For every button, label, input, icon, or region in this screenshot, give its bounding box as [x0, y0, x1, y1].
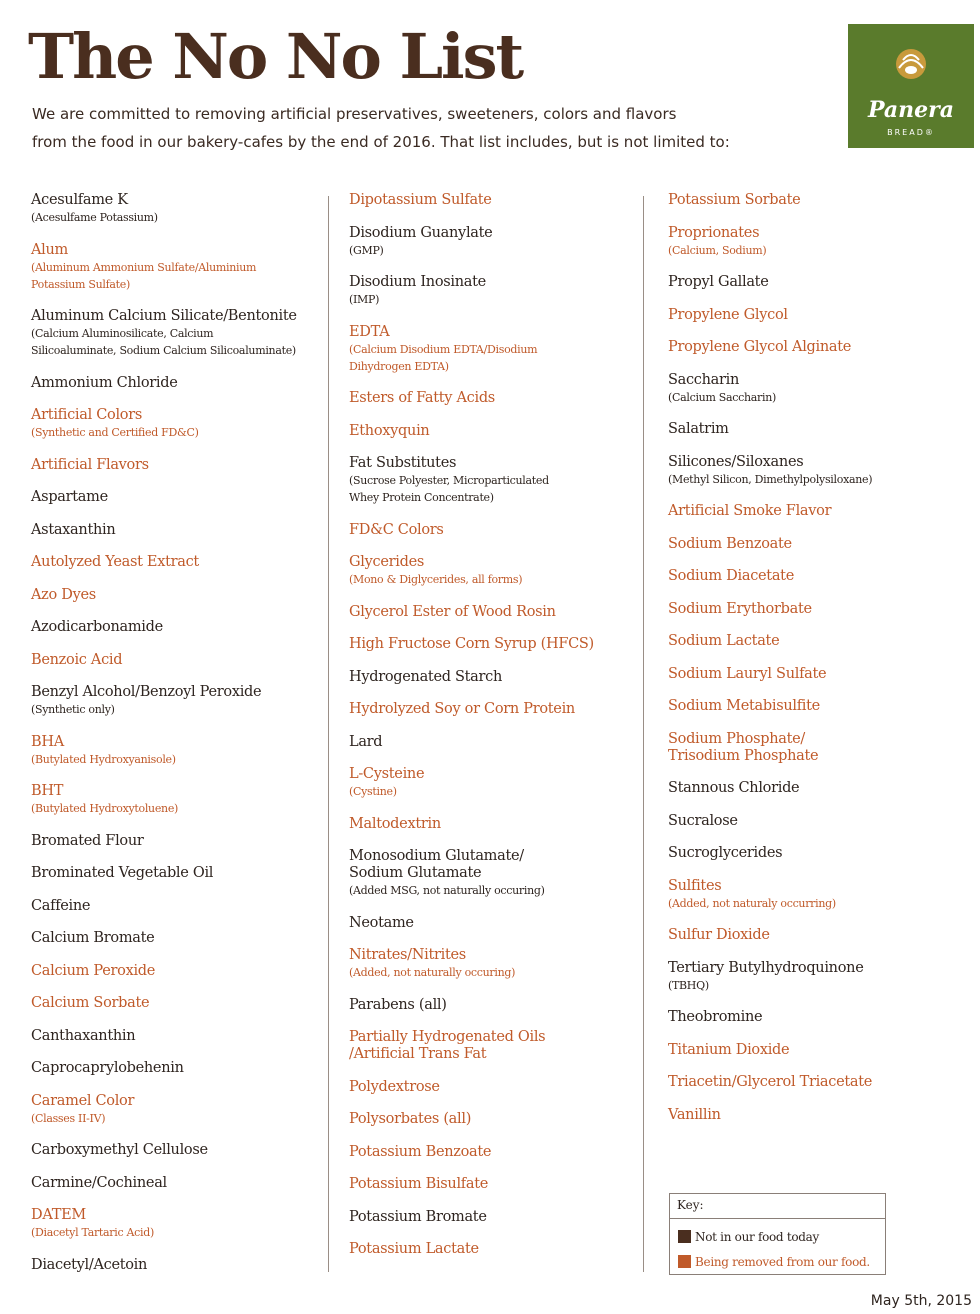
ingredient-item	[349, 324, 639, 375]
ingredient-name: Artificial Flavors	[31, 456, 149, 473]
ingredient-name: Proprionates	[668, 224, 760, 241]
ingredient-item	[349, 192, 639, 209]
ingredient-item	[668, 780, 974, 797]
ingredient-name: Calcium Peroxide	[31, 962, 156, 979]
ingredient-item	[668, 698, 974, 715]
ingredient-item	[349, 522, 639, 539]
ingredient-item	[31, 457, 327, 474]
ingredient-item	[349, 816, 639, 833]
ingredient-name: Polydextrose	[349, 1078, 440, 1095]
ingredient-detail: (Butylated Hydroxyanisole)	[31, 752, 176, 766]
ingredient-name: Parabens (all)	[349, 996, 447, 1013]
ingredient-item	[31, 1142, 327, 1159]
ingredient-item	[668, 192, 974, 209]
ingredient-name: Propyl Gallate	[668, 274, 769, 290]
ingredient-name: Tertiary Butylhydroquinone	[668, 959, 864, 976]
ingredient-item	[668, 1107, 974, 1124]
ingredient-item	[31, 930, 327, 947]
ingredient-name: Sodium Erythorbate	[668, 600, 812, 617]
ingredient-name: Sucralose	[668, 812, 738, 829]
ingredient-item	[668, 503, 974, 520]
ingredient-name: Bromated Flour	[31, 832, 144, 849]
ingredient-name: Brominated Vegetable Oil	[31, 865, 214, 881]
ingredient-name: Sodium Metabisulfite	[668, 698, 820, 714]
ingredient-name: Propylene Glycol Alginate	[668, 339, 852, 355]
ingredient-item	[31, 1207, 327, 1241]
ingredient-name: Potassium Bisulfate	[349, 1176, 489, 1192]
ingredient-item	[668, 878, 974, 912]
intro-line-1: We are committed to removing artificial preservatives, sweeteners, colors and flavors	[32, 105, 677, 123]
brown-swatch	[678, 1230, 691, 1243]
ingredient-item	[349, 423, 639, 440]
ingredient-name: Lard	[349, 733, 383, 750]
ingredient-name: Sodium Benzoate	[668, 535, 792, 552]
ingredient-item	[668, 1009, 974, 1026]
ingredient-item	[668, 454, 974, 488]
ingredient-item	[31, 619, 327, 636]
ingredient-detail: (Calcium Aluminosilicate, Calcium	[31, 327, 214, 340]
key-label: Being removed from our food.	[695, 1255, 870, 1269]
ingredient-detail: (Synthetic only)	[31, 703, 115, 716]
ingredient-item	[668, 960, 974, 994]
ingredient-name: Potassium Benzoate	[349, 1143, 492, 1160]
ingredient-name: Potassium Bromate	[349, 1208, 487, 1225]
publish-date: May 5th, 2015	[870, 1293, 972, 1309]
ingredient-item	[349, 225, 639, 259]
ingredient-item	[349, 1209, 639, 1226]
ingredient-item	[349, 1079, 639, 1096]
ingredient-name: Hydrogenated Starch	[349, 668, 503, 685]
ingredient-name: Diacetyl/Acetoin	[31, 1256, 148, 1273]
ingredient-detail: (Synthetic and Certified FD&C)	[31, 426, 199, 439]
ingredient-name: Aspartame	[31, 489, 108, 505]
ingredient-item	[31, 783, 327, 817]
ingredient-name: Trisodium Phosphate	[668, 747, 819, 764]
ingredient-item	[668, 339, 974, 356]
ingredient-detail: (IMP)	[349, 293, 380, 306]
ingredient-item	[31, 1060, 327, 1077]
ingredient-item	[349, 636, 639, 653]
ingredient-name: Polysorbates (all)	[349, 1111, 472, 1127]
ingredient-item	[31, 995, 327, 1012]
ingredient-name: Stannous Chloride	[668, 780, 800, 796]
ingredient-name: Caramel Color	[31, 1092, 135, 1109]
orange-swatch	[678, 1255, 691, 1268]
ingredient-item	[668, 568, 974, 585]
bread-woman-icon	[848, 44, 974, 84]
ingredient-item	[31, 407, 327, 441]
panera-logo	[848, 24, 974, 148]
key-divider	[670, 1218, 885, 1219]
ingredient-item	[31, 734, 327, 768]
ingredient-name: Azodicarbonamide	[31, 619, 163, 635]
ingredient-name: Hydrolyzed Soy or Corn Protein	[349, 701, 575, 717]
ingredient-name: Sodium Glutamate	[349, 865, 482, 881]
ingredient-name: Sodium Phosphate/	[668, 730, 806, 747]
ingredient-name: Sodium Lauryl Sulfate	[668, 665, 827, 682]
column-divider	[328, 196, 329, 1272]
page-title: The No No List	[28, 20, 523, 93]
ingredient-item	[31, 833, 327, 850]
ingredient-item	[31, 652, 327, 669]
ingredient-name: Monosodium Glutamate/	[349, 848, 524, 864]
ingredient-name: Sulfur Dioxide	[668, 927, 770, 943]
ingredient-name: EDTA	[349, 323, 390, 340]
ingredient-item	[668, 927, 974, 944]
ingredient-item	[668, 633, 974, 650]
ingredient-name: Benzoic Acid	[31, 651, 123, 668]
ingredient-name: Carmine/Cochineal	[31, 1174, 167, 1191]
ingredient-item	[31, 308, 327, 359]
ingredient-detail: (Classes II-IV)	[31, 1111, 106, 1125]
ingredient-name: Azo Dyes	[31, 586, 96, 603]
ingredient-item	[31, 375, 327, 392]
ingredient-name: FD&C Colors	[349, 521, 444, 538]
ingredient-item	[349, 947, 639, 981]
ingredient-item	[349, 915, 639, 932]
ingredient-item	[668, 1074, 974, 1091]
ingredient-item	[349, 274, 639, 308]
ingredient-item	[349, 390, 639, 407]
ingredient-item	[349, 848, 639, 899]
ingredient-name: Propylene Glycol	[668, 306, 788, 323]
ingredient-name: Ethoxyquin	[349, 422, 430, 439]
ingredient-item	[668, 666, 974, 683]
ingredient-detail: (Cystine)	[349, 785, 397, 798]
ingredient-name: Titanium Dioxide	[668, 1041, 790, 1058]
ingredient-name: Ammonium Chloride	[31, 374, 178, 391]
ingredient-detail: (TBHQ)	[668, 978, 709, 992]
ingredient-detail: (Butylated Hydroxytoluene)	[31, 802, 179, 815]
ingredient-name: Potassium Sorbate	[668, 192, 801, 208]
ingredient-item	[31, 1257, 327, 1274]
ingredient-name: Partially Hydrogenated Oils	[349, 1029, 546, 1045]
ingredient-name: Dipotassium Sulfate	[349, 192, 492, 208]
ingredient-name: Esters of Fatty Acids	[349, 390, 495, 406]
ingredient-name: Sodium Diacetate	[668, 568, 794, 584]
ingredient-detail: (Methyl Silicon, Dimethylpolysiloxane)	[668, 472, 873, 486]
ingredient-item	[31, 898, 327, 915]
ingredient-detail: Dihydrogen EDTA)	[349, 359, 449, 373]
ingredient-detail: Potassium Sulfate)	[31, 277, 130, 291]
ingredient-name: DATEM	[31, 1207, 86, 1223]
ingredient-detail: (Added MSG, not naturally occuring)	[349, 884, 545, 897]
ingredient-name: Disodium Guanylate	[349, 224, 493, 241]
ingredient-item	[31, 1028, 327, 1045]
ingredient-item	[349, 1111, 639, 1128]
ingredient-item	[349, 701, 639, 718]
logo-wordmark: Panera	[867, 97, 955, 123]
intro-line-2: from the food in our bakery-cafes by the end of 2016. That list includes, but is not limited to:	[32, 133, 730, 151]
ingredient-name: Autolyzed Yeast Extract	[31, 554, 199, 570]
ingredient-item	[349, 1176, 639, 1193]
ingredient-item	[668, 813, 974, 830]
ingredient-item	[31, 684, 327, 718]
ingredient-item	[668, 601, 974, 618]
ingredient-item	[31, 587, 327, 604]
ingredient-item	[668, 307, 974, 324]
ingredient-item	[31, 554, 327, 571]
legend-key	[669, 1193, 886, 1275]
ingredient-name: L-Cysteine	[349, 766, 425, 782]
ingredient-name: Neotame	[349, 914, 414, 931]
ingredient-name: Calcium Bromate	[31, 930, 155, 946]
ingredient-name: Canthaxanthin	[31, 1027, 136, 1044]
ingredient-name: Astaxanthin	[31, 521, 116, 538]
ingredient-name: BHA	[31, 733, 64, 750]
ingredient-item	[349, 766, 639, 800]
ingredient-name: Alum	[31, 241, 68, 258]
ingredient-item	[349, 554, 639, 588]
ingredient-name: High Fructose Corn Syrup (HFCS)	[349, 636, 594, 652]
ingredient-name: Caprocaprylobehenin	[31, 1060, 184, 1076]
ingredient-name: Artificial Colors	[31, 407, 142, 423]
ingredient-name: Maltodextrin	[349, 815, 441, 832]
ingredient-name: /Artificial Trans Fat	[349, 1046, 487, 1062]
ingredient-name: Sucroglycerides	[668, 845, 783, 861]
ingredient-name: Artificial Smoke Flavor	[668, 503, 832, 519]
ingredient-detail: (Calcium Disodium EDTA/Disodium	[349, 342, 538, 356]
ingredient-detail: (Calcium, Sodium)	[668, 243, 767, 257]
ingredient-name: Carboxymethyl Cellulose	[31, 1142, 208, 1158]
ingredient-name: Acesulfame K	[31, 192, 128, 208]
key-label: Not in our food today	[695, 1230, 819, 1244]
ingredient-detail: (Sucrose Polyester, Microparticulated	[349, 474, 549, 487]
ingredient-name: Glycerol Ester of Wood Rosin	[349, 603, 556, 620]
ingredient-detail: (Diacetyl Tartaric Acid)	[31, 1226, 154, 1239]
ingredient-item	[668, 274, 974, 291]
intro-text	[32, 100, 792, 156]
ingredient-name: Sulfites	[668, 877, 722, 894]
ingredient-item	[31, 865, 327, 882]
ingredient-name: Calcium Sorbate	[31, 995, 150, 1011]
ingredient-item	[349, 1144, 639, 1161]
ingredient-item	[31, 192, 327, 226]
ingredient-item	[349, 1241, 639, 1258]
ingredient-detail: (Aluminum Ammonium Sulfate/Aluminium	[31, 260, 257, 274]
ingredient-item	[668, 421, 974, 438]
ingredient-detail: (Acesulfame Potassium)	[31, 211, 158, 224]
ingredient-item	[349, 997, 639, 1014]
ingredient-name: Benzyl Alcohol/Benzoyl Peroxide	[31, 684, 262, 700]
ingredient-item	[349, 604, 639, 621]
key-title: Key:	[677, 1198, 704, 1212]
ingredient-item	[668, 225, 974, 259]
ingredient-name: Disodium Inosinate	[349, 274, 486, 290]
ingredient-name: Caffeine	[31, 897, 91, 914]
ingredient-detail: (Calcium Saccharin)	[668, 390, 776, 404]
ingredient-item	[349, 1029, 639, 1063]
ingredient-name: Sodium Lactate	[668, 633, 780, 649]
ingredient-item	[349, 455, 639, 506]
ingredient-item	[31, 963, 327, 980]
ingredient-item	[31, 1175, 327, 1192]
ingredient-item	[31, 242, 327, 293]
ingredient-name: BHT	[31, 783, 64, 799]
ingredient-item	[668, 845, 974, 862]
ingredient-name: Fat Substitutes	[349, 455, 457, 471]
ingredient-detail: Silicoaluminate, Sodium Calcium Silicoaluminate)	[31, 344, 296, 357]
logo-subtext: BREAD®	[887, 128, 935, 137]
ingredient-item	[668, 536, 974, 553]
ingredient-item	[349, 734, 639, 751]
column-divider	[643, 196, 644, 1272]
ingredient-item	[349, 669, 639, 686]
ingredient-name: Silicones/Siloxanes	[668, 453, 804, 470]
ingredient-item	[668, 372, 974, 406]
ingredient-name: Theobromine	[668, 1009, 763, 1025]
ingredient-item	[31, 1093, 327, 1127]
ingredient-name: Potassium Lactate	[349, 1241, 479, 1257]
ingredient-detail: (Added, not naturally occuring)	[349, 966, 516, 979]
ingredient-detail: (GMP)	[349, 243, 384, 257]
ingredient-detail: (Added, not naturaly occurring)	[668, 896, 836, 910]
key-item-being-removed	[678, 1251, 870, 1270]
ingredient-name: Glycerides	[349, 554, 424, 570]
ingredient-name: Saccharin	[668, 371, 740, 388]
ingredient-item	[668, 1042, 974, 1059]
ingredient-detail: (Mono & Diglycerides, all forms)	[349, 573, 523, 586]
ingredient-name: Triacetin/Glycerol Triacetate	[668, 1074, 873, 1090]
key-item-not-in-food	[678, 1226, 819, 1245]
ingredient-item	[31, 522, 327, 539]
ingredient-item	[31, 489, 327, 506]
ingredient-name: Nitrates/Nitrites	[349, 947, 466, 963]
ingredient-name: Aluminum Calcium Silicate/Bentonite	[31, 308, 297, 324]
ingredient-detail: Whey Protein Concentrate)	[349, 491, 494, 504]
ingredient-name: Vanillin	[668, 1106, 721, 1123]
ingredient-item	[668, 731, 974, 765]
ingredient-name: Salatrim	[668, 421, 729, 437]
